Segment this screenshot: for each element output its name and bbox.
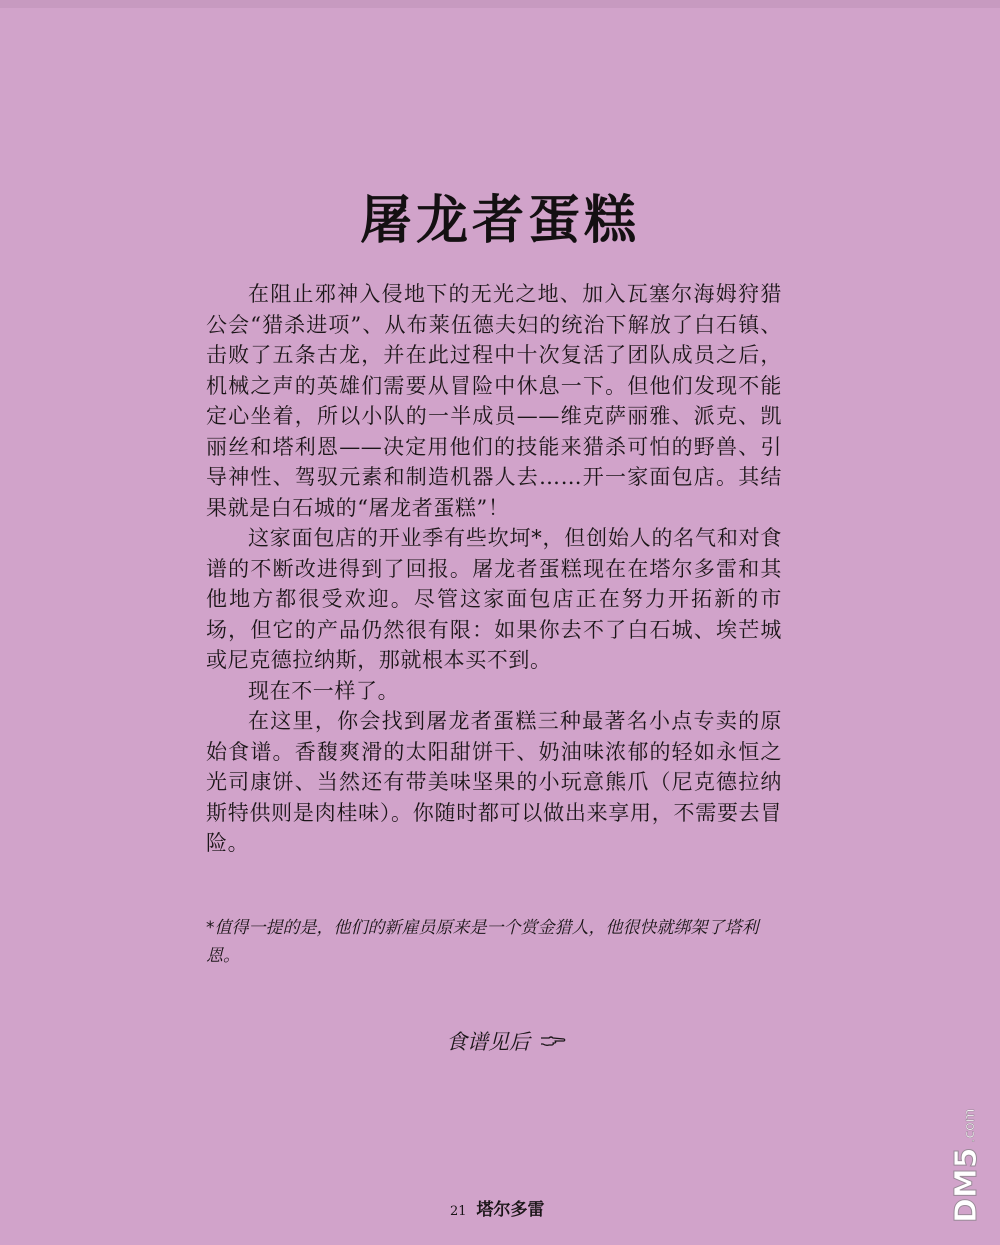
pointing-hand-icon: [540, 1034, 566, 1048]
paragraph-4: 在这里，你会找到屠龙者蛋糕三种最著名小点专卖的原始食谱。香馥爽滑的太阳甜饼干、奶油味浓郁的轻如永恒之光司康饼、当然还有带美味坚果的小玩意熊爪（尼克德拉纳斯特供则是肉桂味）。你随时都可以做出来享用，不需要去冒险。: [206, 709, 782, 855]
book-title: 塔尔多雷: [476, 1200, 545, 1220]
paragraph-3: 现在不一样了。: [248, 678, 400, 703]
svg-text:DM5: DM5: [949, 1147, 984, 1223]
site-watermark-logo: [946, 1073, 986, 1223]
footnote: *值得一提的是，他们的新雇员原来是一个赏金猎人，他很快就绑架了塔利恩。: [206, 918, 759, 966]
page-footer: [450, 1195, 545, 1220]
paragraph-2: 这家面包店的开业季有些坎坷*，但创始人的名气和对食谱的不断改进得到了回报。屠龙者蛋糕现在在塔尔多雷和其他地方都很受欢迎。尽管这家面包店正在努力开拓新的市场，但它的产品仍然很有限：如果你去不了白石城、埃芒城或尼克德拉纳斯，那就根本买不到。: [206, 526, 782, 672]
page-number: 21: [450, 1204, 467, 1219]
recipe-reference-label: 食谱见后: [446, 1030, 530, 1054]
page-top-edge: [0, 0, 1000, 8]
recipe-reference: [446, 1026, 566, 1056]
page-title: 屠龙者蛋糕: [359, 191, 640, 251]
body-text: [206, 279, 782, 859]
paragraph-1: 在阻止邪神入侵地下的无光之地、加入瓦塞尔海姆狩猎公会“猎杀进项”、从布莱伍德夫妇的统治下解放了白石镇、击败了五条古龙，并在此过程中十次复活了团队成员之后，机械之声的英雄们需要从冒险中休息一下。但他们发现不能定心坐着，所以小队的一半成员——维克萨丽雅、派克、凯丽丝和塔利恩——决定用他们的技能来猎杀可怕的野兽、引导神性、驾驭元素和制造机器人去……开一家面包店。其结果就是白石城的“屠龙者蛋糕”！: [206, 282, 782, 520]
svg-text:.com: .com: [962, 1108, 978, 1143]
